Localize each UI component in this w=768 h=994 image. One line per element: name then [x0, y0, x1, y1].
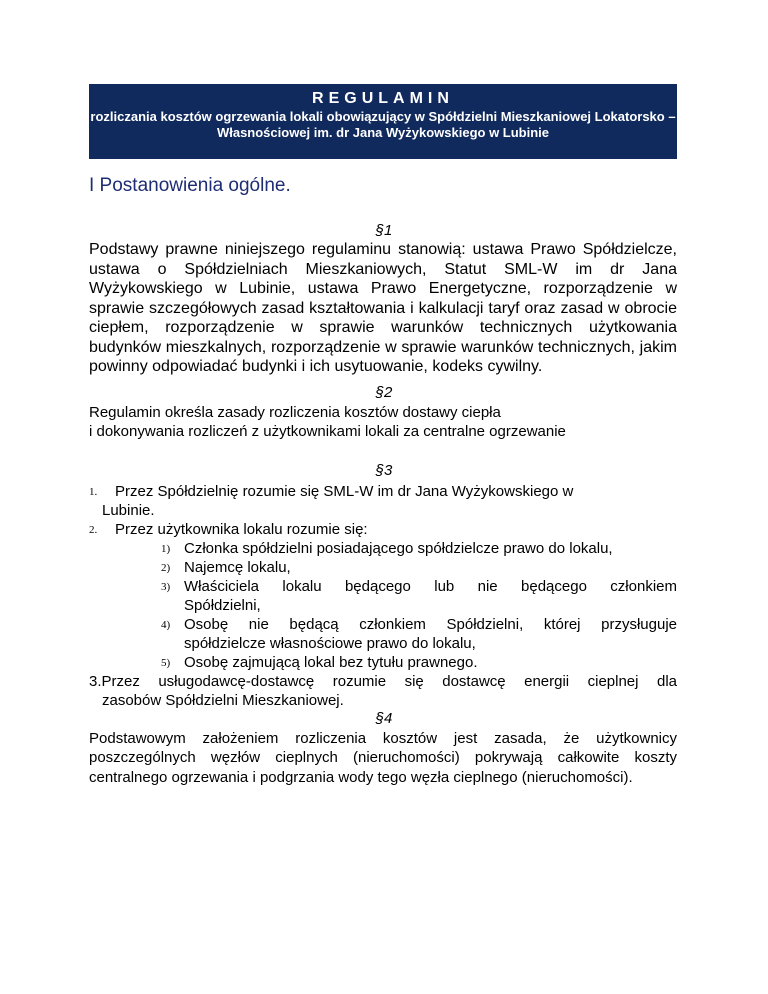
list-item-continuation: Lubinie.	[102, 502, 155, 519]
paragraph-2-line-2: i dokonywania rozliczeń z użytkownikami lokali za centralne ogrzewanie	[89, 423, 566, 440]
document-subtitle: rozliczania kosztów ogrzewania lokali obowiązujący w Spółdzielni Mieszkaniowej Lokatorsko – Własnościowej im. dr Jana Wyżykowskiego w Lubinie	[90, 109, 676, 140]
paragraph-sign-2: §2	[375, 384, 393, 401]
sublist-item-text: Najemcę lokalu,	[184, 559, 291, 576]
sublist-item-number: 3)	[161, 581, 171, 593]
section-heading: I Postanowienia ogólne.	[89, 175, 291, 196]
document-title-banner	[89, 84, 677, 159]
list-item-continuation: zasobów Spółdzielni Mieszkaniowej.	[102, 692, 344, 709]
sublist-item-text: Właściciela lokalu będącego lub nie będącego członkiem	[184, 578, 677, 595]
sublist-item-text: Osobę nie będącą członkiem Spółdzielni, której przysługuje	[184, 616, 677, 633]
sublist-item-number: 4)	[161, 619, 171, 631]
paragraph-2-line-1: Regulamin określa zasady rozliczenia kosztów dostawy ciepła	[89, 404, 501, 421]
sublist-item-continuation: Spółdzielni,	[184, 597, 261, 614]
sublist-item-continuation: spółdzielcze własnościowe prawo do lokalu,	[184, 635, 476, 652]
sublist-item-number: 2)	[161, 562, 171, 574]
sublist-item-number: 5)	[161, 657, 171, 669]
sublist-item-text: Członka spółdzielni posiadającego spółdzielcze prawo do lokalu,	[184, 540, 613, 557]
sublist-item-number: 1)	[161, 543, 171, 555]
list-item-text: 3.Przez usługodawcę-dostawcę rozumie się dostawcę energii cieplnej dla	[89, 673, 677, 690]
list-item-text: Przez Spółdzielnię rozumie się SML-W im dr Jana Wyżykowskiego w	[115, 483, 574, 500]
paragraph-1-text: Podstawy prawne niniejszego regulaminu stanowią: ustawa Prawo Spółdzielcze, ustawa o Spółdzielniach Mieszkaniowych, Statut SML-W im dr Jana Wyżykowskiego w Lubinie, ustawa Prawo Energetyczne, rozporządzenie w sprawie szczegółowych zasad kształtowania i kalkulacji taryf oraz zasad w obrocie ciepłem, rozporządzenie w sprawie warunków technicznych użytkowania budynków mieszkalnych, rozporządzenie w sprawie warunków technicznych, jakim powinny odpowiadać budynki i ich usytuowanie, kodeks cywilny.	[89, 241, 677, 375]
paragraph-4-text: Podstawowym założeniem rozliczenia kosztów jest zasada, że użytkownicy poszczególnych węzłów cieplnych (nieruchomości) pokrywają całkowite koszty centralnego ogrzewania i podgrzania wody tego węzła cieplnego (nieruchomości).	[89, 730, 677, 786]
document-title: REGULAMIN	[312, 90, 454, 107]
list-item-number: 1.	[89, 486, 98, 498]
paragraph-sign-4: §4	[375, 710, 393, 727]
sublist-item-text: Osobę zajmującą lokal bez tytułu prawnego.	[184, 654, 478, 671]
paragraph-sign-3: §3	[375, 462, 393, 479]
list-item-number: 2.	[89, 524, 98, 536]
list-item-text: Przez użytkownika lokalu rozumie się:	[115, 521, 368, 538]
paragraph-sign-1: §1	[375, 222, 393, 239]
